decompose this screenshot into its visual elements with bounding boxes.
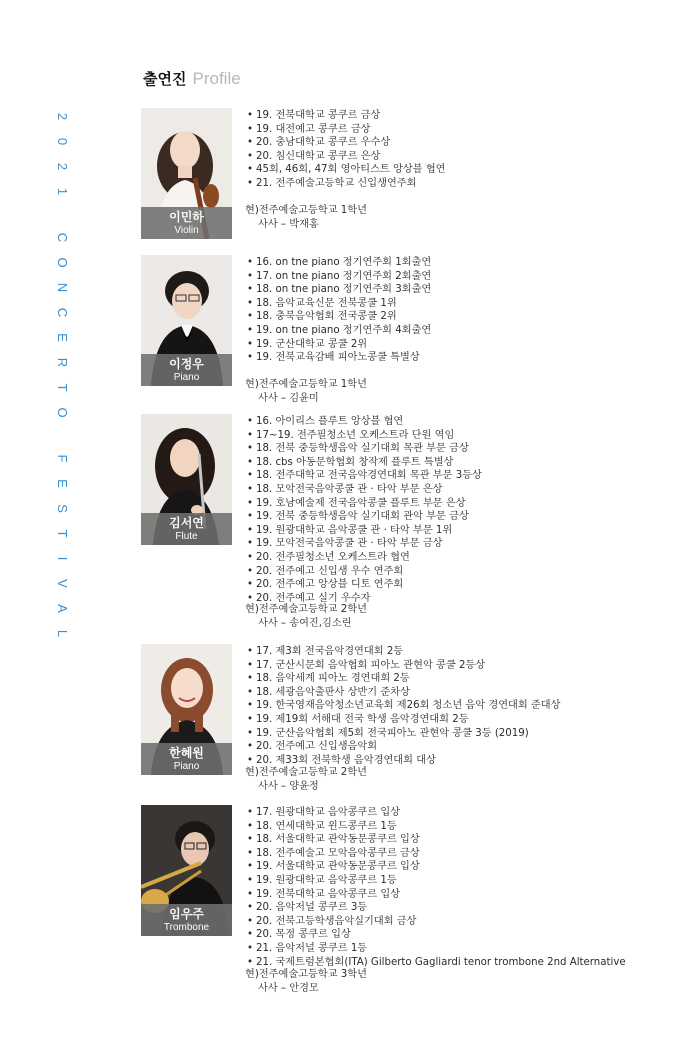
career-item: • 19. 한국영재음악청소년교육회 제26회 청소년 음악 경연대회 준대상 bbox=[247, 699, 687, 713]
performer-instrument: Trombone bbox=[163, 922, 210, 933]
performer-name: 임우주 bbox=[169, 907, 204, 921]
career-item: • 19. 전북대학교 콩쿠르 금상 bbox=[247, 109, 687, 123]
name-plate bbox=[141, 743, 232, 775]
performer-photo bbox=[141, 414, 232, 545]
career-item: • 18. 서울대학교 관악동문콩쿠르 입상 bbox=[247, 833, 687, 847]
career-item: • 21. 전주예술고등학교 신입생연주회 bbox=[247, 177, 687, 191]
career-item: • 18. 연세대학교 윈드콩쿠르 1등 bbox=[247, 820, 687, 834]
career-item: • 18. 전북 중등학생음악 실기대회 목관 부문 금상 bbox=[247, 442, 687, 456]
career-item: • 19. 호남예술제 전국음악콩쿨 플루트 부문 은상 bbox=[247, 497, 687, 511]
career-item: • 16. 아이리스 플루트 앙상블 협연 bbox=[247, 415, 687, 429]
career-item: • 18. 전주대학교 전국음악경연대회 목관 부문 3등상 bbox=[247, 469, 687, 483]
teacher-info: 사사 – 안경모 bbox=[258, 983, 319, 994]
vertical-title-letter: N bbox=[54, 282, 70, 293]
performer-name: 이민하 bbox=[169, 210, 204, 224]
career-item: • 19. 원광대학교 음악콩쿠르 1등 bbox=[247, 874, 687, 888]
career-item: • 18. on tne piano 정기연주회 3회출연 bbox=[247, 283, 687, 297]
career-item: • 18. 세광음악출판사 상반기 준차상 bbox=[247, 686, 687, 700]
vertical-title-letter: 1 bbox=[54, 187, 70, 196]
teacher-info: 사사 – 김윤미 bbox=[258, 393, 319, 404]
school-info: 현)전주예술고등학교 3학년 bbox=[245, 969, 367, 980]
teacher-info: 사사 – 박재홍 bbox=[258, 219, 319, 230]
career-item: • 19. 대전예고 콩쿠르 금상 bbox=[247, 123, 687, 137]
career-item: • 18. 모악전국음악콩쿨 관 · 타악 부문 은상 bbox=[247, 483, 687, 497]
career-item: • 20. 침신대학교 콩쿠르 은상 bbox=[247, 150, 687, 164]
career-item: • 20. 전주예고 앙상블 디토 연주회 bbox=[247, 578, 687, 592]
vertical-title-letter: O bbox=[54, 407, 70, 418]
career-item: • 19. 서울대학교 관악동문콩쿠르 입상 bbox=[247, 860, 687, 874]
performer-name: 김서연 bbox=[169, 516, 204, 530]
career-list bbox=[247, 645, 687, 767]
vertical-title-letter: F bbox=[54, 454, 70, 463]
vertical-title-letter: T bbox=[54, 383, 70, 392]
career-list bbox=[247, 256, 687, 365]
career-item: • 20. 제33회 전북학생 음악경연대회 대상 bbox=[247, 754, 687, 768]
vertical-title-letter: C bbox=[54, 307, 70, 318]
performer-photo bbox=[141, 255, 232, 386]
career-item: • 17. on tne piano 정기연주회 2회출연 bbox=[247, 270, 687, 284]
career-item: • 21. 국제트럼본협회(ITA) Gilberto Gagliardi tenor trombone 2nd Alternative bbox=[247, 956, 687, 970]
career-item: • 19. 전북대학교 음악콩쿠르 입상 bbox=[247, 888, 687, 902]
career-item: • 19. 전북교육감배 피아노콩쿨 특별상 bbox=[247, 351, 687, 365]
career-item: • 20. 전주예고 실기 우수자 bbox=[247, 592, 687, 606]
school-info: 현)전주예술고등학교 1학년 bbox=[245, 379, 367, 390]
section-title-ko: 출연진 bbox=[143, 70, 187, 88]
career-item: • 20. 목정 콩쿠르 입상 bbox=[247, 928, 687, 942]
career-item: • 19. 제19회 서해대 전국 학생 음악경연대회 2등 bbox=[247, 713, 687, 727]
teacher-info: 사사 – 양윤정 bbox=[258, 781, 319, 792]
performer-photo bbox=[141, 805, 232, 936]
vertical-title-letter bbox=[52, 207, 73, 222]
name-plate bbox=[141, 513, 232, 545]
career-item: • 17~19. 전주필청소년 오케스트라 단원 역임 bbox=[247, 429, 687, 443]
section-header bbox=[143, 68, 241, 89]
vertical-title-letter: O bbox=[54, 257, 70, 268]
performer-name: 한혜원 bbox=[169, 746, 204, 760]
performer-instrument: Piano bbox=[173, 372, 200, 383]
vertical-title-letter: A bbox=[54, 604, 70, 613]
career-item: • 18. 음악교육신문 전북콩쿨 1위 bbox=[247, 297, 687, 311]
career-list bbox=[247, 415, 687, 605]
vertical-title-letter: L bbox=[54, 629, 70, 638]
career-item: • 18. 전주예술고 모악음악콩쿠르 금상 bbox=[247, 847, 687, 861]
vertical-title-letter: E bbox=[54, 333, 70, 342]
name-plate bbox=[141, 904, 232, 936]
performer-photo bbox=[141, 108, 232, 239]
vertical-title-letter: V bbox=[54, 579, 70, 588]
teacher-info: 사사 – 송여진,김소린 bbox=[258, 618, 352, 629]
vertical-title-letter bbox=[52, 428, 73, 443]
vertical-title-letter: 2 bbox=[54, 112, 70, 121]
performer-instrument: Flute bbox=[175, 531, 198, 542]
name-plate bbox=[141, 354, 232, 386]
vertical-title-letter: C bbox=[54, 232, 70, 243]
vertical-title-letter: I bbox=[54, 556, 70, 561]
career-item: • 19. 군산대학교 콩쿨 2위 bbox=[247, 338, 687, 352]
performer-instrument: Violin bbox=[174, 225, 199, 236]
career-list bbox=[247, 806, 687, 969]
section-title-en: Profile bbox=[192, 69, 241, 88]
career-item: • 16. on tne piano 정기연주회 1회출연 bbox=[247, 256, 687, 270]
career-item: • 17. 제3회 전국음악경연대회 2등 bbox=[247, 645, 687, 659]
vertical-title-letter: 2 bbox=[54, 162, 70, 171]
career-item: • 20. 전주예고 신입생 우수 연주회 bbox=[247, 565, 687, 579]
vertical-title-letter: T bbox=[54, 529, 70, 538]
career-item: • 17. 원광대학교 음악콩쿠르 입상 bbox=[247, 806, 687, 820]
vertical-title-letter: R bbox=[54, 357, 70, 368]
career-item: • 20. 전주필청소년 오케스트라 협연 bbox=[247, 551, 687, 565]
career-item: • 19. 군산음악협회 제5회 전국피아노 관현악 콩쿨 3등 (2019) bbox=[247, 727, 687, 741]
career-item: • 20. 음악저널 콩쿠르 3등 bbox=[247, 901, 687, 915]
school-info: 현)전주예술고등학교 2학년 bbox=[245, 604, 367, 615]
career-item: • 20. 전북고등학생음악실기대회 금상 bbox=[247, 915, 687, 929]
performer-photo bbox=[141, 644, 232, 775]
career-item: • 20. 전주예고 신입생음악회 bbox=[247, 740, 687, 754]
career-item: • 21. 음악저널 콩쿠르 1등 bbox=[247, 942, 687, 956]
performer-name: 이정우 bbox=[169, 357, 204, 371]
vertical-title-letter: E bbox=[54, 479, 70, 488]
career-item: • 19. on tne piano 정기연주회 4회출연 bbox=[247, 324, 687, 338]
career-item: • 18. 충북음악협회 전국콩쿨 2위 bbox=[247, 310, 687, 324]
career-item: • 19. 원광대학교 음악콩쿨 관 · 타악 부문 1위 bbox=[247, 524, 687, 538]
vertical-title-letter: 0 bbox=[54, 137, 70, 146]
school-info: 현)전주예술고등학교 2학년 bbox=[245, 767, 367, 778]
career-item: • 17. 군산시문회 음악협회 피아노 관현악 콩쿨 2등상 bbox=[247, 659, 687, 673]
career-item: • 45회, 46회, 47회 영아티스트 앙상블 협연 bbox=[247, 163, 687, 177]
career-item: • 19. 모악전국음악콩쿨 관 · 타악 부문 금상 bbox=[247, 537, 687, 551]
vertical-festival-title bbox=[54, 104, 70, 646]
school-info: 현)전주예술고등학교 1학년 bbox=[245, 205, 367, 216]
performer-instrument: Piano bbox=[173, 761, 200, 772]
career-item: • 20. 충남대학교 콩쿠르 우수상 bbox=[247, 136, 687, 150]
career-item: • 19. 전북 중등학생음악 실기대회 관악 부문 금상 bbox=[247, 510, 687, 524]
career-item: • 18. cbs 아동문학협회 창작제 플루트 특별상 bbox=[247, 456, 687, 470]
career-list bbox=[247, 109, 687, 191]
vertical-title-letter: S bbox=[54, 504, 70, 513]
career-item: • 18. 음악세계 피아노 경연대회 2등 bbox=[247, 672, 687, 686]
name-plate bbox=[141, 207, 232, 239]
